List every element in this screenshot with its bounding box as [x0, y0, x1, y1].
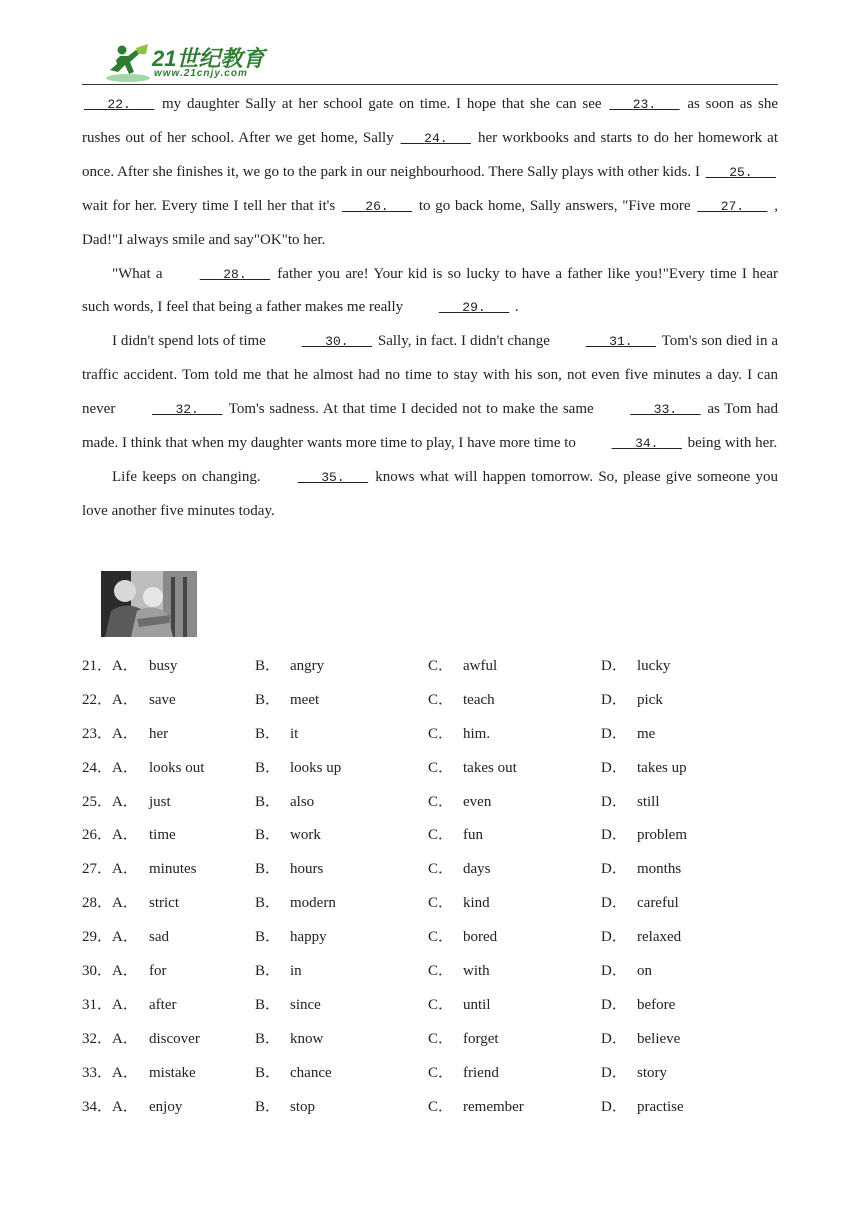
option-letter: D． — [601, 827, 627, 844]
option-letter: B． — [255, 996, 281, 1013]
option-text: mistake — [149, 1064, 196, 1081]
option-row — [82, 989, 778, 1023]
passage-text: my daughter Sally at her school gate on time. I hope that she can see — [156, 96, 608, 112]
option-text: strict — [149, 895, 179, 912]
option-text: it — [290, 725, 299, 742]
question-number: 24． — [82, 759, 113, 776]
blank-22: 22. — [107, 97, 131, 112]
option-letter: D． — [601, 861, 627, 878]
option-letter: A． — [112, 1064, 138, 1081]
option-text: happy — [290, 929, 327, 946]
option-text: work — [290, 827, 321, 844]
page-header — [82, 40, 778, 86]
option-text: takes out — [463, 759, 517, 776]
blank-23: 23. — [632, 97, 657, 112]
answer-options — [82, 650, 778, 1124]
option-text: even — [463, 793, 492, 810]
option-letter: C． — [428, 658, 454, 674]
option-letter: A． — [112, 658, 138, 674]
option-letter: C． — [428, 996, 454, 1013]
option-text: on — [637, 963, 652, 980]
option-text: looks out — [149, 759, 205, 776]
option-row — [82, 1091, 778, 1125]
option-text: days — [463, 861, 491, 878]
option-letter: B． — [255, 827, 281, 844]
passage-text: knows what will happen tomorrow. So, please give someone you love another five minutes today. — [82, 468, 778, 519]
option-row — [82, 921, 778, 955]
option-letter: C． — [428, 861, 454, 878]
option-row — [82, 1023, 778, 1057]
option-text: practise — [637, 1098, 684, 1115]
option-letter: A． — [112, 861, 138, 878]
option-text: busy — [149, 658, 178, 674]
option-letter: D． — [601, 963, 627, 980]
paragraph-1 — [82, 88, 778, 258]
option-row — [82, 1057, 778, 1091]
passage-text: , Dad!"I always smile and say"OK"to her. — [82, 197, 778, 248]
question-number: 33． — [82, 1064, 113, 1081]
question-number: 31． — [82, 996, 113, 1013]
option-letter: C． — [428, 759, 454, 776]
reading-passage — [82, 88, 778, 529]
passage-text: Life keeps on changing. — [112, 468, 266, 485]
option-letter: A． — [112, 827, 138, 844]
blank-32: 32. — [175, 402, 199, 418]
option-letter: B． — [255, 725, 281, 742]
option-text: awful — [463, 658, 498, 674]
passage-text: as Tom had made. I think that when my daughter wants more time to play, I have more time to — [82, 401, 778, 452]
option-text: lucky — [637, 658, 671, 674]
blank-34: 34. — [635, 436, 659, 452]
option-text: pick — [637, 691, 663, 708]
option-text: for — [149, 963, 167, 980]
option-letter: D． — [601, 691, 627, 708]
option-text: discover — [149, 1030, 200, 1047]
option-row — [82, 887, 778, 921]
passage-text: Tom's son died in a traffic accident. Tom told me that he almost had no time to stay with his son, not even five minutes a day. I can never — [82, 333, 779, 418]
passage-text: as soon as she rushes out of her school. After we get home, Sally — [82, 96, 779, 146]
question-number: 28． — [82, 895, 113, 912]
father-daughter-photo — [101, 571, 197, 637]
paragraph-3 — [82, 325, 778, 461]
option-letter: B． — [255, 861, 281, 878]
option-letter: D． — [601, 658, 627, 674]
logo-text: 21世纪教育 — [152, 46, 265, 71]
question-number: 30． — [82, 963, 113, 980]
passage-text: I didn't spend lots of time — [112, 333, 270, 350]
passage-text: "What a — [112, 265, 168, 282]
passage-text: Tom's sadness. At that time I decided not to make the same — [224, 401, 599, 418]
option-text: believe — [637, 1030, 681, 1047]
question-number: 32． — [82, 1030, 113, 1047]
option-row — [82, 819, 778, 853]
passage-text: father you are! Your kid is so lucky to have a father like you!"Every time I hear such words, I feel that being a father makes me really — [82, 265, 779, 316]
option-text: careful — [637, 895, 679, 912]
option-row — [82, 853, 778, 887]
blank-30: 30. — [325, 334, 349, 350]
option-text: remember — [463, 1098, 524, 1115]
option-letter: B． — [255, 1098, 281, 1115]
question-number: 22． — [82, 691, 113, 708]
option-text: kind — [463, 895, 490, 912]
option-text: angry — [290, 658, 325, 674]
option-text: enjoy — [149, 1098, 183, 1115]
passage-text: being with her. — [683, 435, 778, 452]
option-text: forget — [463, 1030, 499, 1047]
option-text: know — [290, 1030, 324, 1047]
option-letter: B． — [255, 1030, 281, 1047]
passage-text: . — [511, 299, 519, 316]
blank-33: 33. — [653, 402, 678, 418]
option-letter: A． — [112, 691, 138, 708]
option-letter: B． — [255, 658, 281, 674]
question-number: 21． — [82, 658, 113, 674]
option-letter: C． — [428, 1030, 454, 1047]
option-text: before — [637, 996, 676, 1013]
option-text: him. — [463, 725, 491, 742]
option-row — [82, 786, 778, 820]
option-text: in — [290, 963, 302, 980]
question-number: 25． — [82, 793, 113, 810]
passage-text: to go back home, Sally answers, "Five more — [414, 197, 696, 214]
option-letter: B． — [255, 963, 281, 980]
blank-27: 27. — [720, 198, 745, 214]
option-text: friend — [463, 1064, 499, 1081]
option-text: me — [637, 725, 656, 742]
option-text: save — [149, 691, 176, 708]
question-number: 27． — [82, 861, 113, 878]
paragraph-4 — [82, 461, 778, 529]
option-letter: A． — [112, 1098, 138, 1115]
option-text: time — [149, 827, 176, 844]
option-text: months — [637, 861, 682, 878]
site-logo — [102, 42, 272, 84]
option-letter: D． — [601, 996, 627, 1013]
option-text: takes up — [637, 759, 687, 776]
option-letter: B． — [255, 1064, 281, 1081]
option-text: modern — [290, 895, 336, 912]
option-row — [82, 955, 778, 989]
question-number: 23． — [82, 725, 113, 742]
option-letter: D． — [601, 1098, 627, 1115]
blank-24: 24. — [424, 130, 448, 146]
option-row — [82, 650, 778, 684]
option-text: until — [463, 996, 491, 1013]
header-rule — [82, 84, 778, 85]
option-text: minutes — [149, 861, 197, 878]
paragraph-2 — [82, 258, 778, 326]
option-text: also — [290, 793, 315, 810]
option-letter: C． — [428, 895, 454, 912]
logo-url: www.21cnjy.com — [154, 68, 248, 79]
option-letter: D． — [601, 759, 627, 776]
question-number: 26． — [82, 827, 113, 844]
option-text: looks up — [290, 759, 342, 776]
blank-26: 26. — [365, 198, 389, 214]
option-letter: A． — [112, 793, 138, 810]
passage-text: her workbooks and starts to do her homework at once. After she finishes it, we go to the park in our neighbourhood. There Sally plays with other kids. I — [82, 129, 779, 180]
option-text: fun — [463, 827, 483, 844]
option-letter: D． — [601, 725, 627, 742]
option-letter: A． — [112, 725, 138, 742]
option-letter: B． — [255, 929, 281, 946]
blank-29: 29. — [462, 300, 486, 316]
option-letter: C． — [428, 793, 454, 810]
option-row — [82, 752, 778, 786]
option-letter: C． — [428, 691, 454, 708]
option-letter: A． — [112, 895, 138, 912]
option-text: bored — [463, 929, 498, 946]
question-number: 34． — [82, 1098, 113, 1115]
option-row — [82, 684, 778, 718]
option-text: problem — [637, 827, 687, 844]
option-letter: C． — [428, 725, 454, 742]
option-text: still — [637, 793, 660, 810]
option-text: relaxed — [637, 929, 682, 946]
option-letter: D． — [601, 1064, 627, 1081]
option-text: hours — [290, 861, 324, 878]
question-number: 29． — [82, 929, 113, 946]
option-letter: D． — [601, 929, 627, 946]
option-letter: A． — [112, 963, 138, 980]
option-letter: C． — [428, 929, 454, 946]
option-text: her — [149, 725, 169, 742]
option-text: with — [463, 963, 490, 980]
option-text: chance — [290, 1064, 332, 1081]
blank-35: 35. — [321, 469, 345, 485]
option-text: just — [149, 793, 171, 810]
runner-icon — [102, 42, 152, 84]
option-letter: B． — [255, 759, 281, 776]
option-letter: D． — [601, 895, 627, 912]
option-text: sad — [149, 929, 169, 946]
option-letter: B． — [255, 793, 281, 810]
option-letter: C． — [428, 1098, 454, 1115]
option-letter: D． — [601, 1030, 627, 1047]
passage-text: Sally, in fact. I didn't change — [373, 333, 554, 350]
option-letter: A． — [112, 1030, 138, 1047]
option-letter: C． — [428, 827, 454, 844]
blank-25: 25. — [729, 164, 753, 180]
option-text: meet — [290, 691, 320, 708]
option-letter: C． — [428, 963, 454, 980]
option-text: teach — [463, 691, 495, 708]
option-text: after — [149, 996, 177, 1013]
option-letter: A． — [112, 759, 138, 776]
option-letter: C． — [428, 1064, 454, 1081]
option-letter: D． — [601, 793, 627, 810]
option-text: since — [290, 996, 321, 1013]
option-text: stop — [290, 1098, 316, 1115]
blank-31: 31. — [609, 334, 633, 350]
option-row — [82, 718, 778, 752]
option-text: story — [637, 1064, 667, 1081]
option-letter: B． — [255, 895, 281, 912]
option-letter: A． — [112, 996, 138, 1013]
blank-28: 28. — [223, 266, 247, 282]
option-letter: A． — [112, 929, 138, 946]
passage-text: wait for her. Every time I tell her that it's — [82, 197, 340, 214]
option-letter: B． — [255, 691, 281, 708]
